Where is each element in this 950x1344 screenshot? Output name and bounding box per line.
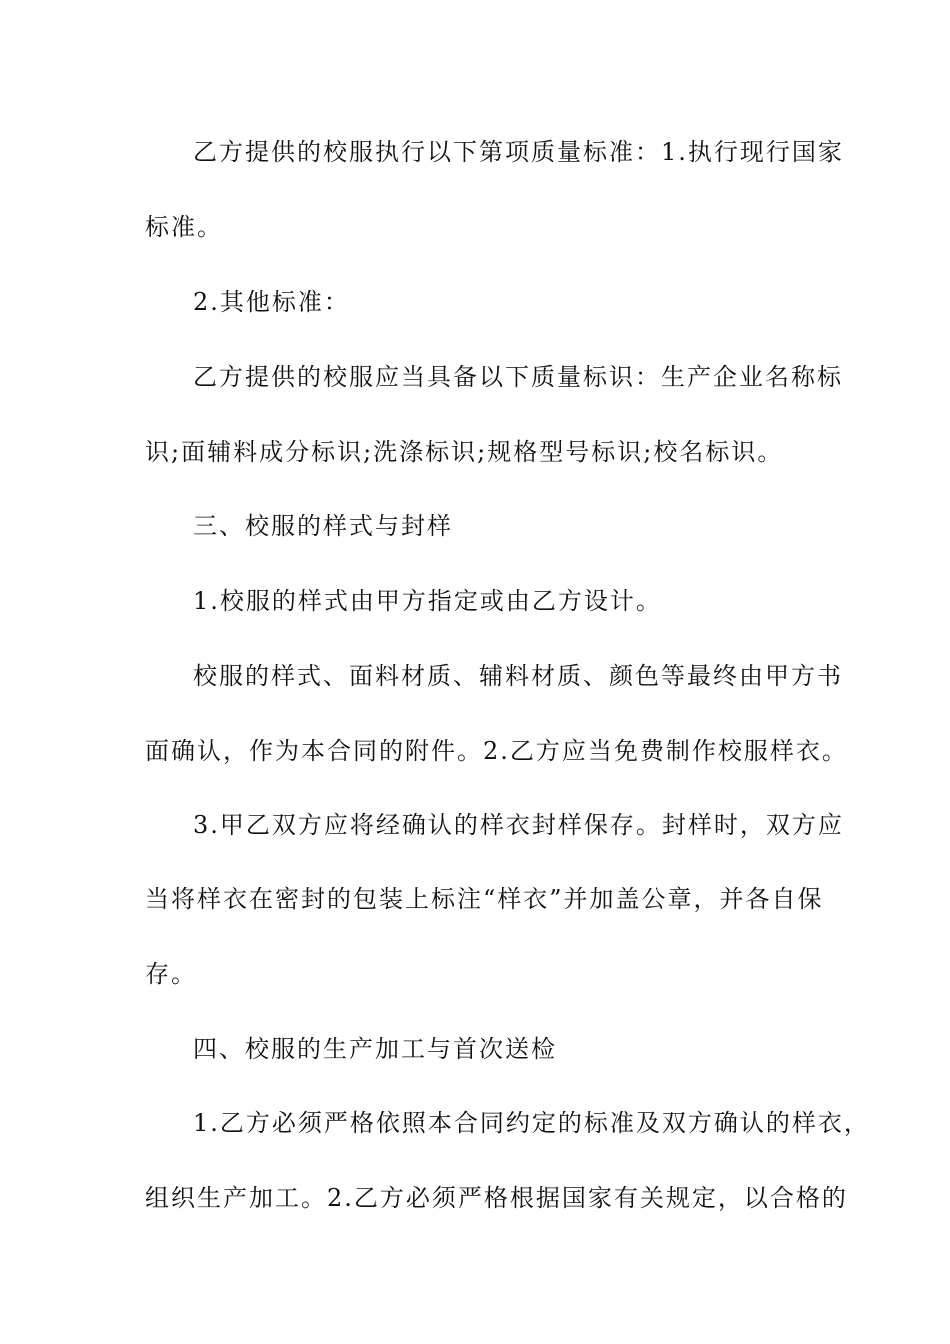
paragraph-line: 面确认，作为本合同的附件。2.乙方应当免费制作校服样衣。 (145, 737, 848, 765)
section-heading: 四、校服的生产加工与首次送检 (193, 1035, 557, 1063)
paragraph-line: 2.其他标准： (193, 288, 350, 316)
section-heading: 三、校服的样式与封样 (193, 512, 453, 540)
paragraph-line: 1.乙方必须严格依照本合同约定的标准及双方确认的样衣， (193, 1109, 870, 1137)
paragraph-line: 标准。 (145, 213, 223, 241)
paragraph-line: 组织生产加工。2.乙方必须严格根据国家有关规定，以合格的 (145, 1184, 848, 1212)
paragraph-line: 识;面辅料成分标识;洗涤标识;规格型号标识;校名标识。 (145, 438, 784, 466)
paragraph-line: 当将样衣在密封的包装上标注“样衣”并加盖公章，并各自保 (145, 885, 824, 913)
paragraph-line: 乙方提供的校服执行以下第项质量标准：1.执行现行国家 (193, 138, 844, 166)
paragraph-line: 校服的样式、面料材质、辅料材质、颜色等最终由甲方书 (193, 662, 843, 690)
paragraph-line: 存。 (145, 960, 197, 988)
paragraph-line: 乙方提供的校服应当具备以下质量标识：生产企业名称标 (193, 363, 843, 391)
paragraph-line: 3.甲乙双方应将经确认的样衣封样保存。封样时，双方应 (193, 811, 844, 839)
paragraph-line: 1.校服的样式由甲方指定或由乙方设计。 (193, 587, 662, 615)
